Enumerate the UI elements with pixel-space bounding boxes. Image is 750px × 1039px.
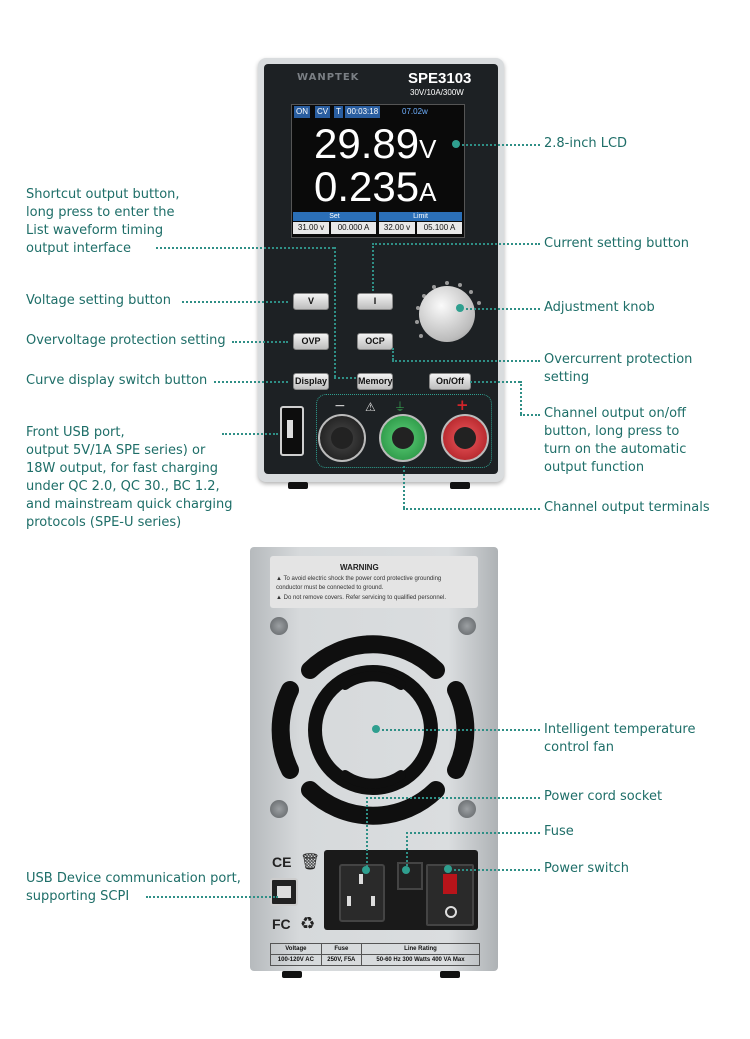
table-cell: 250V, F5A bbox=[321, 955, 361, 966]
leader-line bbox=[406, 832, 540, 834]
model-rating: 30V/10A/300W bbox=[410, 88, 464, 97]
set-current: 00.000 A bbox=[331, 222, 376, 234]
back-foot-right bbox=[440, 971, 460, 978]
ground-terminal[interactable] bbox=[379, 414, 427, 462]
label-fuse: Fuse bbox=[544, 824, 574, 839]
table-cell: Line Rating bbox=[361, 944, 479, 955]
leader-line bbox=[470, 381, 520, 383]
limit-current: 05.100 A bbox=[417, 222, 462, 234]
onoff-button[interactable]: On/Off bbox=[429, 373, 471, 390]
rating-table-header bbox=[271, 944, 480, 955]
front-foot-right bbox=[450, 482, 470, 489]
display-button[interactable]: Display bbox=[293, 373, 329, 390]
leader-line bbox=[406, 832, 408, 866]
label-onoff: Channel output on/off button, long press to turn on the automatic output function bbox=[544, 406, 687, 475]
positive-terminal[interactable] bbox=[441, 414, 489, 462]
warning-line-3: ▲ Do not remove covers. Refer servicing to qualified personnel. bbox=[276, 595, 447, 601]
label-fan: Intelligent temperature control fan bbox=[544, 722, 696, 755]
rear-usb-device-port[interactable] bbox=[270, 878, 298, 906]
negative-terminal[interactable] bbox=[318, 414, 366, 462]
voltage-value: 29.89 bbox=[314, 120, 420, 167]
lcd-limit-header: Limit bbox=[379, 212, 462, 221]
label-current-setting: Current setting button bbox=[544, 236, 690, 251]
ground-icon: ⏚ bbox=[394, 400, 407, 414]
label-shortcut: Shortcut output button, long press to enter the List waveform timing output interface bbox=[26, 187, 180, 256]
leader-line bbox=[520, 414, 540, 416]
leader-line bbox=[156, 247, 334, 249]
leader-line bbox=[366, 797, 368, 867]
leader-line bbox=[366, 797, 540, 799]
label-curve: Curve display switch button bbox=[26, 373, 208, 388]
leader-line bbox=[334, 377, 356, 379]
leader-line bbox=[146, 896, 278, 898]
voltage-button[interactable]: V bbox=[293, 293, 329, 310]
leader-line bbox=[392, 360, 540, 362]
warning-line-2: conductor must be connected to ground. bbox=[276, 585, 384, 591]
callout-dot bbox=[372, 725, 380, 733]
leader-line bbox=[403, 466, 405, 508]
label-usb-device: USB Device communication port, supporting SCPI bbox=[26, 871, 241, 904]
current-value: 0.235 bbox=[314, 163, 420, 210]
leader-line bbox=[232, 341, 288, 343]
callout-dot bbox=[402, 866, 410, 874]
table-cell: Fuse bbox=[321, 944, 361, 955]
leader-line bbox=[454, 869, 540, 871]
label-voltage-setting: Voltage setting button bbox=[26, 293, 171, 308]
fcc-mark: FC bbox=[272, 916, 291, 932]
weee-icon: 🗑 bbox=[300, 852, 321, 871]
leader-line bbox=[462, 144, 540, 146]
leader-line bbox=[372, 243, 374, 291]
front-foot-left bbox=[288, 482, 308, 489]
ce-mark: CE bbox=[272, 854, 292, 870]
callout-dot bbox=[452, 140, 460, 148]
power-cord-socket[interactable] bbox=[339, 864, 385, 922]
status-timer-icon: T bbox=[336, 107, 341, 116]
current-button[interactable]: I bbox=[357, 293, 393, 310]
leader-line bbox=[334, 247, 336, 377]
leader-line bbox=[392, 348, 394, 360]
label-power-switch: Power switch bbox=[544, 861, 629, 876]
leader-line bbox=[382, 729, 540, 731]
label-ocp: Overcurrent protection setting bbox=[544, 352, 693, 385]
lcd-set-header: Set bbox=[293, 212, 376, 221]
fuse-holder[interactable] bbox=[397, 862, 423, 890]
warning-title: WARNING bbox=[340, 563, 379, 572]
power-switch[interactable] bbox=[426, 864, 474, 926]
minus-sign: − bbox=[334, 398, 346, 414]
table-cell: Voltage bbox=[271, 944, 322, 955]
ovp-button[interactable]: OVP bbox=[293, 333, 329, 350]
limit-voltage: 32.00 v bbox=[379, 222, 415, 234]
rating-table bbox=[270, 943, 480, 966]
leader-line bbox=[372, 243, 540, 245]
leader-line bbox=[466, 308, 540, 310]
back-foot-left bbox=[282, 971, 302, 978]
front-usb-port[interactable] bbox=[280, 406, 304, 456]
leader-line bbox=[520, 381, 522, 414]
ocp-button[interactable]: OCP bbox=[357, 333, 393, 350]
table-cell: 50-60 Hz 300 Watts 400 VA Max bbox=[361, 955, 479, 966]
label-terminals: Channel output terminals bbox=[544, 500, 710, 515]
status-cv: CV bbox=[317, 107, 329, 116]
leader-line bbox=[214, 381, 288, 383]
model-name: SPE3103 bbox=[408, 70, 472, 87]
brand-logo: WANPTEK bbox=[297, 72, 360, 83]
current-unit: A bbox=[419, 177, 437, 207]
memory-button[interactable]: Memory bbox=[357, 373, 393, 390]
callout-dot bbox=[456, 304, 464, 312]
label-power-cord-socket: Power cord socket bbox=[544, 789, 663, 804]
table-cell: 100-120V AC bbox=[271, 955, 322, 966]
label-ovp: Overvoltage protection setting bbox=[26, 333, 226, 348]
set-voltage: 31.00 v bbox=[293, 222, 329, 234]
warning-icon: ⚠ bbox=[365, 400, 376, 414]
leader-line bbox=[182, 301, 288, 303]
label-lcd: 2.8-inch LCD bbox=[544, 136, 628, 151]
callout-dot bbox=[362, 866, 370, 874]
adjustment-knob[interactable] bbox=[419, 286, 475, 342]
status-on: ON bbox=[296, 107, 308, 116]
callout-dot bbox=[444, 865, 452, 873]
label-knob: Adjustment knob bbox=[544, 300, 655, 315]
warning-line-1: ▲ To avoid electric shock the power cord protective grounding bbox=[276, 576, 442, 582]
plus-sign: + bbox=[456, 396, 469, 414]
label-front-usb: Front USB port, output 5V/1A SPE series) or 18W output, for fast charging under QC 2.0, QC 30., BC 1.2, and mainstream quick charging protocols (SPE-U series) bbox=[26, 425, 233, 530]
current-readout bbox=[314, 164, 436, 215]
leader-line bbox=[222, 433, 278, 435]
leader-line bbox=[403, 508, 540, 510]
recycle-icon: ♻ bbox=[300, 914, 316, 934]
rating-table-row bbox=[271, 955, 480, 966]
status-power: 07.02w bbox=[402, 107, 428, 116]
voltage-unit: V bbox=[419, 134, 437, 164]
status-timer: 00:03:18 bbox=[347, 107, 379, 116]
